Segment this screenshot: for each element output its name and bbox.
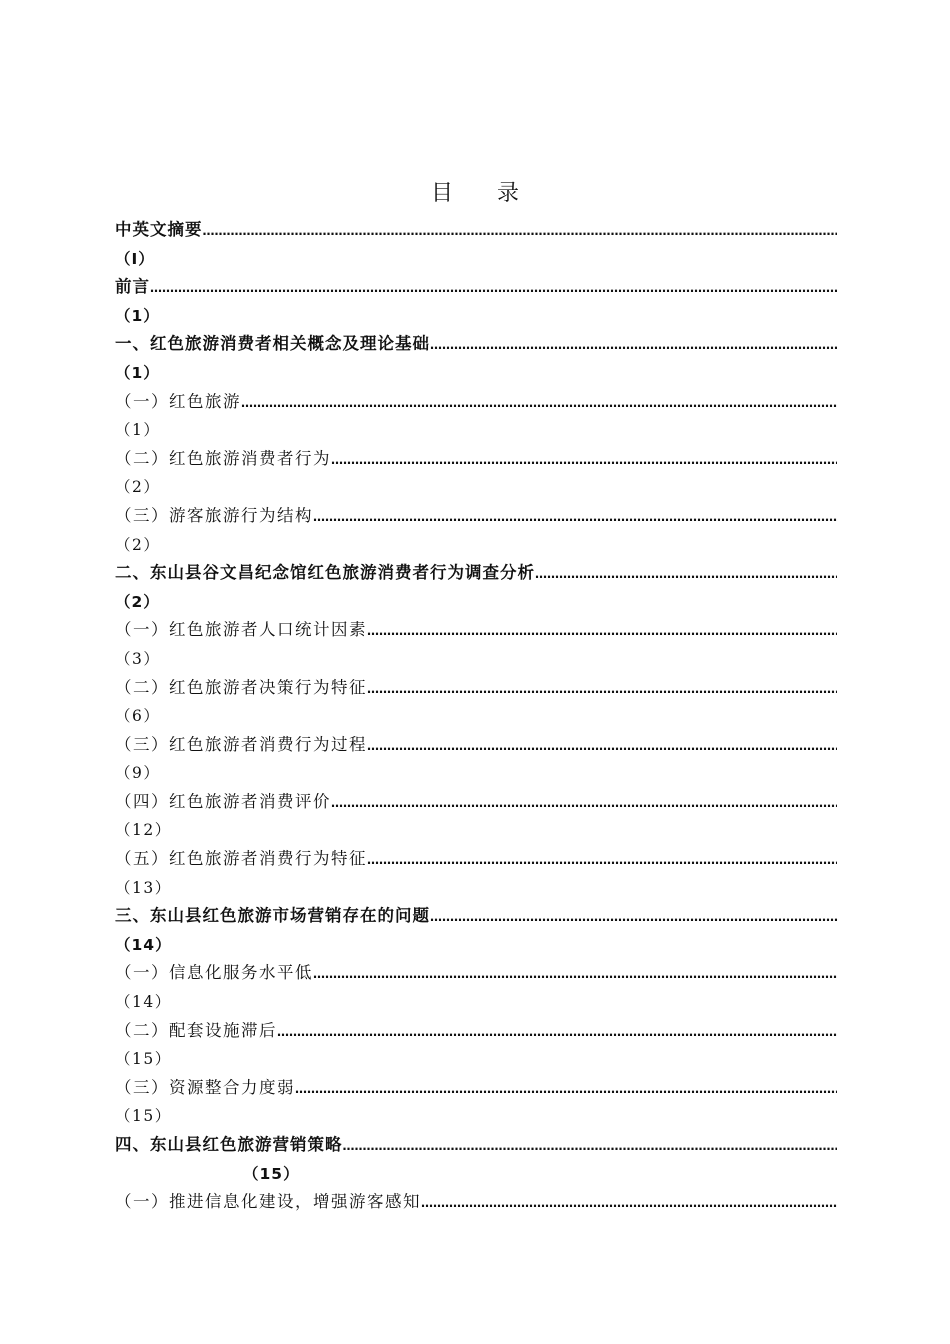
dot-leader bbox=[430, 903, 837, 931]
toc-chapter-entry bbox=[115, 902, 837, 959]
toc-page-number: （I） bbox=[115, 249, 155, 268]
toc-entry-title-line bbox=[115, 616, 837, 645]
toc-entry-title: （三）资源整合力度弱 bbox=[115, 1077, 295, 1097]
toc-entry-title: 三、东山县红色旅游市场营销存在的问题 bbox=[115, 906, 430, 926]
toc-entry-title-line bbox=[115, 1131, 837, 1160]
toc-section-entry bbox=[115, 388, 837, 445]
toc-entry-title-line bbox=[115, 216, 837, 245]
dot-leader bbox=[313, 503, 837, 531]
toc-page-number: （2） bbox=[115, 535, 161, 554]
toc-page-number: （6） bbox=[115, 707, 161, 726]
toc-entry-title: （二）配套设施滞后 bbox=[115, 1020, 277, 1040]
toc-entry-title: （一）红色旅游者人口统计因素 bbox=[115, 620, 367, 640]
toc-entry-title: （一）信息化服务水平低 bbox=[115, 963, 313, 983]
toc-section-entry bbox=[115, 1017, 837, 1074]
toc-page-number: （9） bbox=[115, 764, 161, 783]
toc-page-number: （14） bbox=[115, 935, 172, 954]
toc-page-number: （1） bbox=[115, 363, 160, 382]
toc-entry-title: （二）红色旅游消费者行为 bbox=[115, 448, 331, 468]
toc-entry-title-line bbox=[115, 559, 837, 588]
toc-entry-title-line bbox=[115, 845, 837, 874]
toc-entry-title: （一）红色旅游 bbox=[115, 391, 241, 411]
toc-section-entry bbox=[115, 502, 837, 559]
toc-chapter-entry bbox=[115, 1131, 837, 1188]
toc-entry-title: （三）游客旅游行为结构 bbox=[115, 505, 313, 525]
toc-section-entry bbox=[115, 845, 837, 902]
toc-page-number: （2） bbox=[115, 478, 161, 497]
dot-leader bbox=[367, 846, 837, 874]
toc-section-entry bbox=[115, 731, 837, 788]
toc-entry-title-line bbox=[115, 502, 837, 531]
toc-entry-title: 四、东山县红色旅游营销策略 bbox=[115, 1135, 343, 1154]
dot-leader bbox=[203, 217, 838, 245]
dot-leader bbox=[331, 789, 837, 817]
toc-entry-title: 二、东山县谷文昌纪念馆红色旅游消费者行为调查分析 bbox=[115, 563, 535, 583]
toc-page-number: （13） bbox=[115, 878, 172, 897]
toc-entry-title-line bbox=[115, 1074, 837, 1103]
toc-entry-title-line bbox=[115, 1188, 837, 1217]
toc-entry-title: （四）红色旅游者消费评价 bbox=[115, 791, 331, 811]
dot-leader bbox=[313, 960, 837, 988]
toc-entry-title: （一）推进信息化建设，增强游客感知 bbox=[115, 1192, 421, 1212]
toc-entry-title-line bbox=[115, 731, 837, 760]
dot-leader bbox=[535, 560, 837, 588]
dot-leader bbox=[331, 446, 837, 474]
toc-entry-title: （五）红色旅游者消费行为特征 bbox=[115, 849, 367, 869]
toc-page-number: （15） bbox=[115, 1107, 172, 1126]
toc-page-number: （14） bbox=[115, 993, 172, 1012]
toc-section-entry bbox=[115, 1074, 837, 1131]
toc-entry-title-line bbox=[115, 330, 837, 359]
dot-leader bbox=[367, 675, 837, 703]
toc-entry-title-line bbox=[115, 788, 837, 817]
dot-leader bbox=[421, 1189, 837, 1217]
toc-entry-title-line bbox=[115, 388, 837, 417]
toc-section-entry bbox=[115, 616, 837, 673]
toc-page-number: （15） bbox=[243, 1164, 300, 1183]
toc-entry-title-line bbox=[115, 273, 837, 302]
toc-chapter-entry bbox=[115, 559, 837, 616]
toc-page-number: （12） bbox=[115, 821, 172, 840]
dot-leader bbox=[343, 1132, 838, 1160]
toc-entry-title: 一、红色旅游消费者相关概念及理论基础 bbox=[115, 334, 430, 354]
toc-entry-title: （三）红色旅游者消费行为过程 bbox=[115, 734, 367, 754]
dot-leader bbox=[241, 389, 837, 417]
dot-leader bbox=[367, 617, 837, 645]
table-of-contents bbox=[115, 216, 837, 1217]
toc-entry-title: 中英文摘要 bbox=[115, 220, 203, 239]
dot-leader bbox=[277, 1018, 837, 1046]
toc-section-entry bbox=[115, 674, 837, 731]
toc-section-entry bbox=[115, 445, 837, 502]
toc-chapter-entry bbox=[115, 330, 837, 387]
toc-section-entry bbox=[115, 788, 837, 845]
toc-page-number: （3） bbox=[115, 649, 161, 668]
dot-leader bbox=[430, 331, 837, 359]
toc-entry-title-line bbox=[115, 674, 837, 703]
toc-section-entry bbox=[115, 959, 837, 1016]
toc-page-number: （1） bbox=[115, 421, 161, 440]
toc-entry-title-line bbox=[115, 1017, 837, 1046]
toc-entry-title-line bbox=[115, 959, 837, 988]
toc-page-number: （15） bbox=[115, 1050, 172, 1069]
toc-page-number: （1） bbox=[115, 306, 160, 325]
toc-entry-title: 前言 bbox=[115, 277, 150, 297]
toc-entry-title: （二）红色旅游者决策行为特征 bbox=[115, 677, 367, 697]
toc-chapter-entry bbox=[115, 216, 837, 273]
page-title: 目 录 bbox=[430, 181, 519, 206]
dot-leader bbox=[295, 1075, 837, 1103]
toc-page-number: （2） bbox=[115, 592, 160, 611]
toc-section-entry bbox=[115, 1188, 837, 1217]
toc-entry-title-line bbox=[115, 902, 837, 931]
toc-entry-title-line bbox=[115, 445, 837, 474]
dot-leader bbox=[150, 274, 837, 302]
toc-chapter-entry bbox=[115, 273, 837, 330]
dot-leader bbox=[367, 732, 837, 760]
